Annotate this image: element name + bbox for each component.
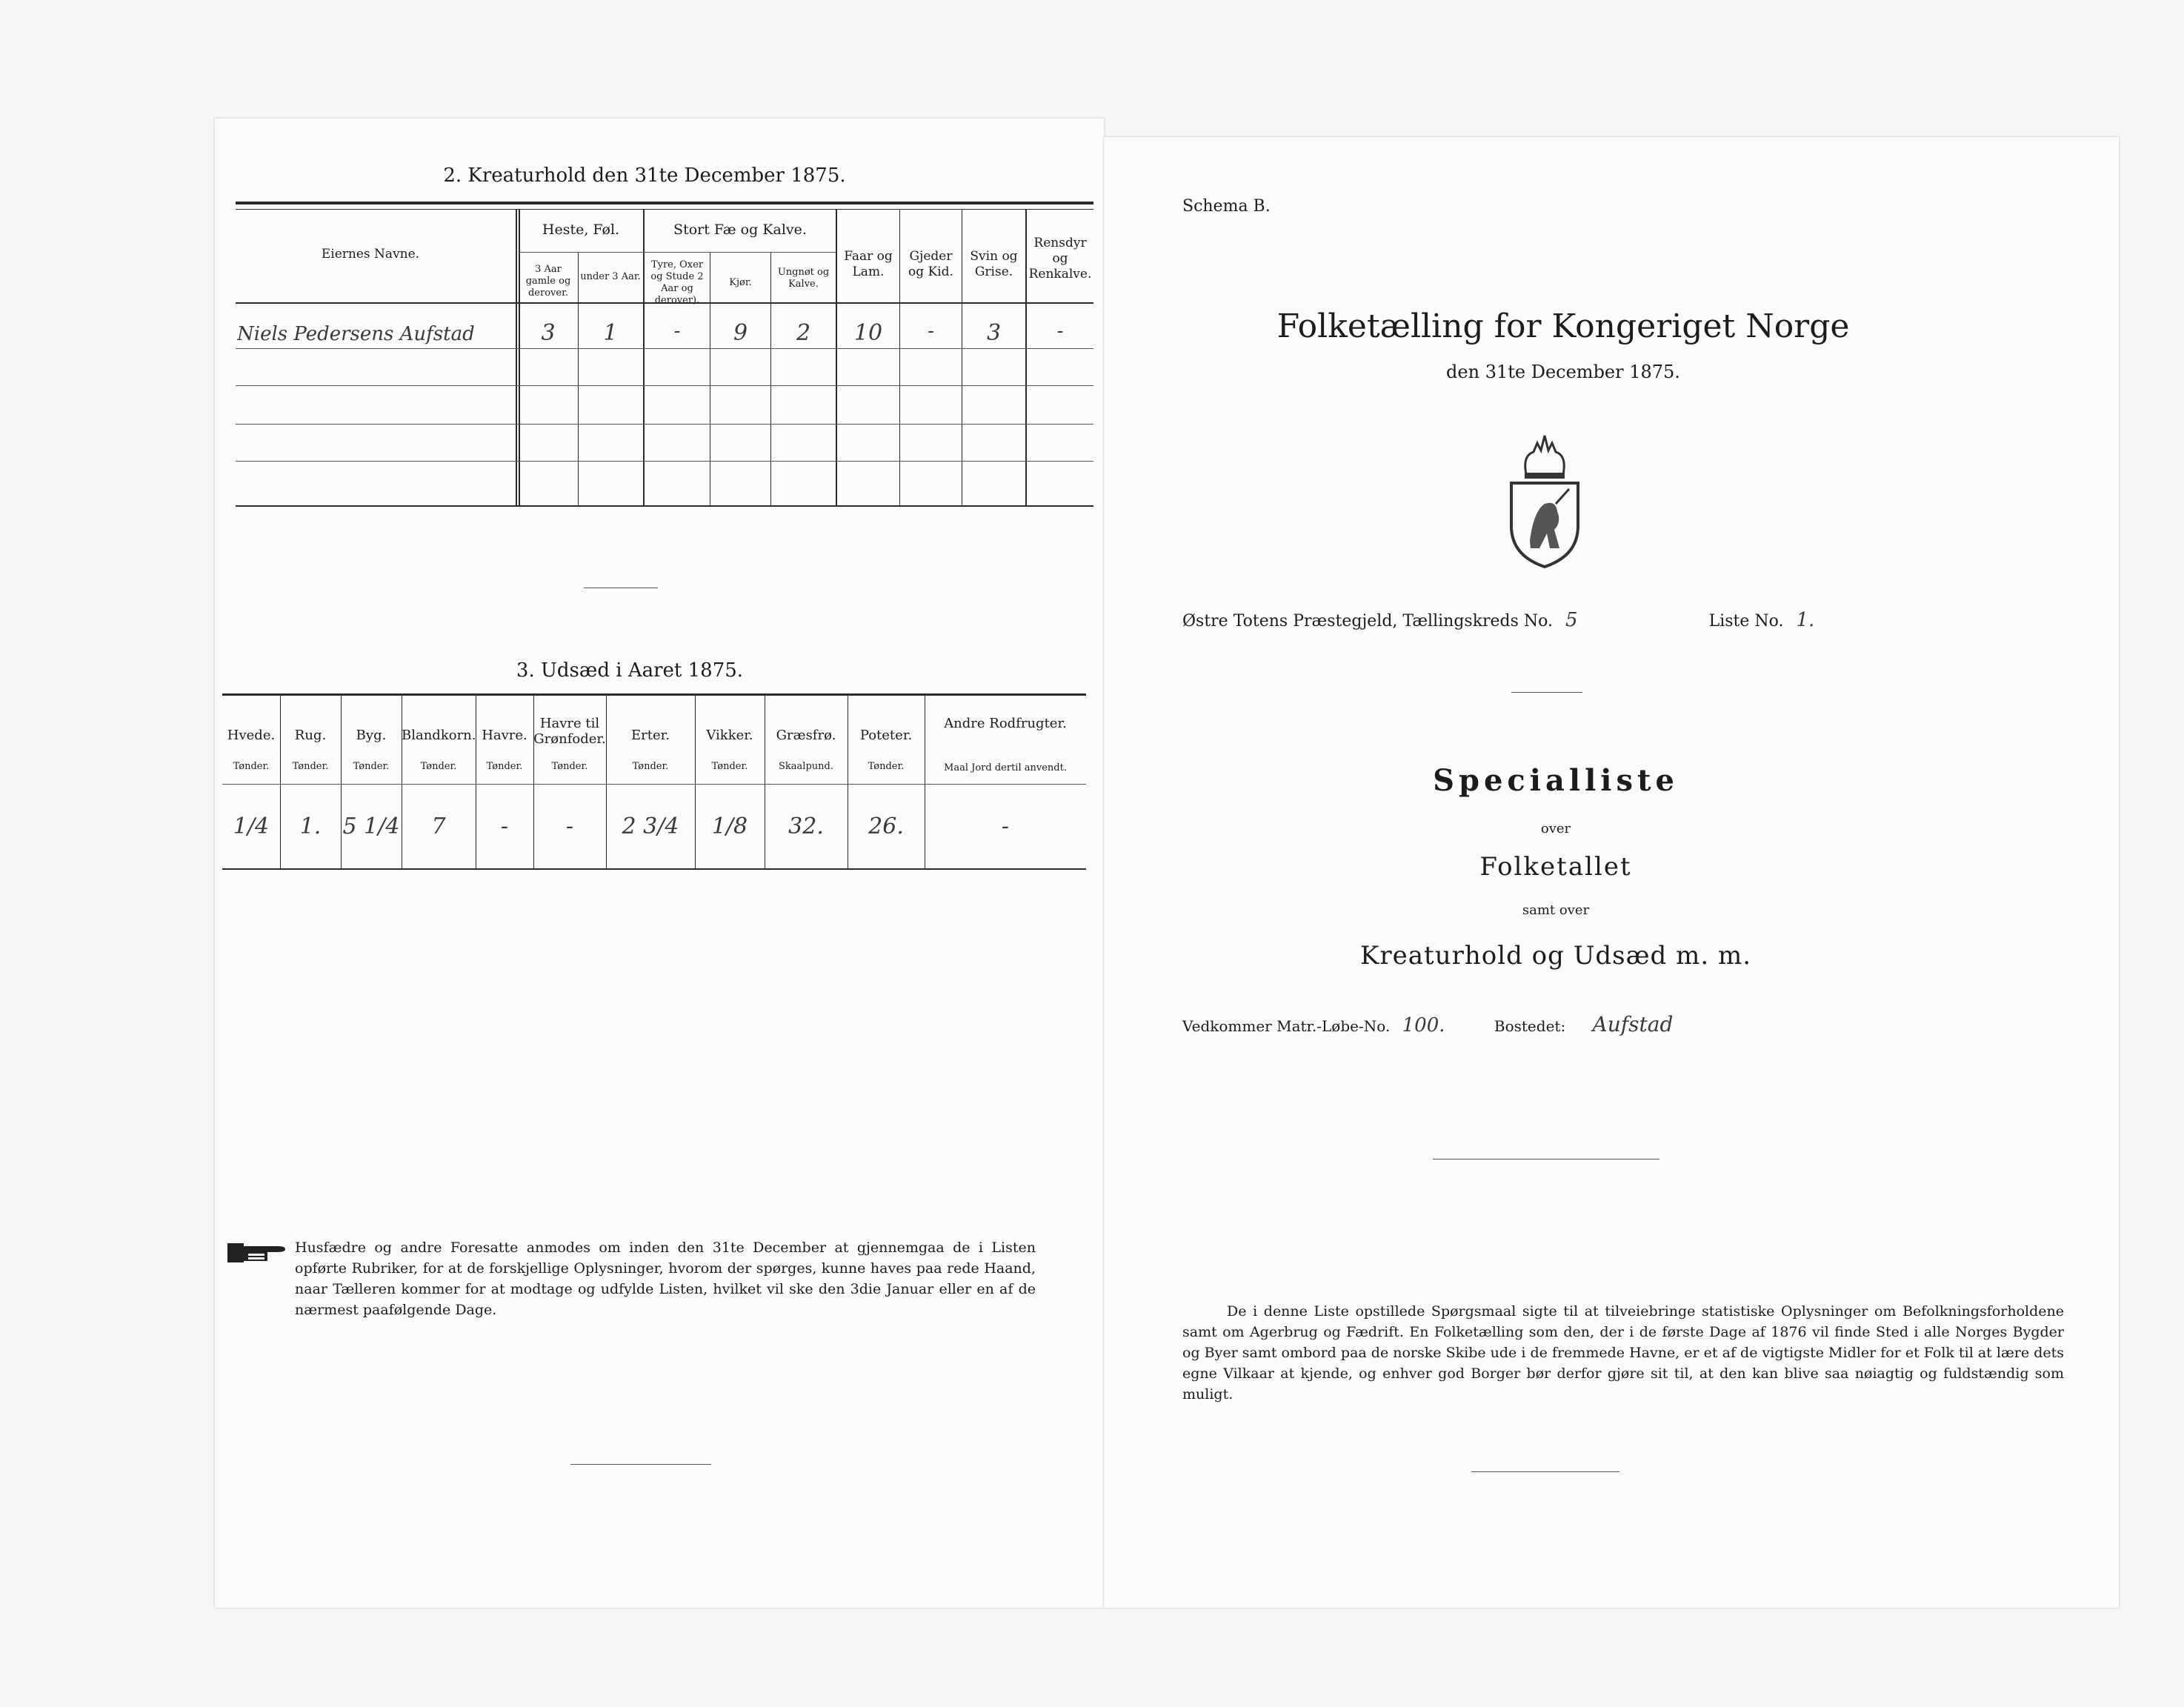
table3-value-cell: 26. (868, 813, 904, 839)
samt-over-text: samt over (1522, 902, 1590, 918)
table2-bottom-rule (236, 505, 1093, 507)
table2-top-rule (236, 202, 1093, 204)
divider (570, 1464, 711, 1465)
table3-value-cell: 1/4 (233, 813, 270, 839)
table3-col-divider (341, 696, 342, 868)
group-heste: Heste, Føl. (542, 222, 620, 238)
divider (1511, 692, 1582, 693)
cell-tyre: - (673, 320, 681, 342)
table3-col-header: Vikker. (706, 728, 753, 743)
table3-value-cell: - (1001, 813, 1010, 839)
table3-col-header: Rug. (294, 728, 327, 743)
prestegjeld-line (1182, 609, 2071, 631)
table3-value-cell: - (500, 813, 509, 839)
table3-value-cell: - (565, 813, 574, 839)
group-stort-fae: Stort Fæ og Kalve. (673, 222, 807, 238)
cell-faar: 10 (853, 320, 883, 346)
table3-col-unit: Maal Jord dertil anvendt. (944, 762, 1067, 773)
table3-col-header: Havre til Grønfoder. (533, 716, 606, 747)
table3-col-divider (695, 696, 696, 868)
table3-col-unit: Tønder. (353, 761, 390, 772)
table3-value-cell: 32. (788, 813, 824, 839)
over-text: over (1540, 821, 1571, 836)
table3-col-unit: Skaalpund. (779, 761, 833, 772)
table3-col-header: Poteter. (859, 728, 913, 743)
col-owner-name: Eiernes Navne. (321, 247, 420, 262)
col-ungnot: Ungnøt og Kalve. (777, 267, 830, 290)
table3-top-rule (222, 693, 1086, 696)
table3-value-cell: 2 3/4 (622, 813, 679, 839)
table3-col-header: Havre. (482, 728, 527, 743)
col-rensdyr: Rensdyr og Renkalve. (1028, 236, 1092, 282)
liste-label: Liste No. (1708, 612, 1784, 630)
census-title: Folketælling for Kongeriget Norge (1276, 307, 1850, 345)
cell-rensdyr: - (1056, 320, 1064, 342)
col-kjor: Kjør. (729, 277, 752, 288)
schema-label: Schema B. (1182, 197, 1271, 216)
matr-line (1182, 1012, 2071, 1036)
table3-value-cell: 7 (431, 813, 446, 839)
prestegjeld-label: Østre Totens Præstegjeld, Tællingskreds No. (1182, 612, 1554, 630)
table3-col-header: Erter. (631, 728, 670, 743)
col-gjeder: Gjeder og Kid. (908, 249, 953, 279)
table3-col-unit: Tønder. (632, 761, 669, 772)
coat-of-arms-icon (1504, 430, 1585, 570)
specialliste-heading: Specialliste (1433, 763, 1679, 798)
folketallet-heading: Folketallet (1479, 852, 1632, 882)
table3-col-unit: Tønder. (486, 761, 523, 772)
kreaturhold-heading: Kreaturhold og Udsæd m. m. (1359, 941, 1751, 971)
table3-col-divider (606, 696, 607, 868)
table3-col-header: Blandkorn. (402, 728, 476, 743)
table3-bottom-rule (222, 868, 1086, 870)
table3-col-unit: Tønder. (233, 761, 270, 772)
pointing-hand-icon (226, 1239, 290, 1265)
cell-svin: 3 (986, 320, 1002, 346)
matr-label: Vedkommer Matr.-Løbe-No. (1182, 1017, 1391, 1035)
section3-title: 3. Udsæd i Aaret 1875. (516, 659, 744, 682)
matr-no: 100. (1402, 1014, 1445, 1036)
col-faar: Faar og Lam. (844, 249, 893, 279)
owner-name-entry: Niels Pedersens Aufstad (237, 323, 475, 345)
table3-col-header: Byg. (356, 728, 387, 743)
section2-title: 2. Kreaturhold den 31te December 1875. (443, 164, 846, 187)
kreds-no: 5 (1565, 609, 1578, 631)
table3-col-divider (280, 696, 281, 868)
table3-col-header: Hvede. (227, 728, 276, 743)
cell-heste-3aar: 3 (541, 320, 556, 346)
table3-value-cell: 1/8 (711, 813, 748, 839)
cell-kjor: 9 (733, 320, 748, 346)
table3-col-unit: Tønder. (711, 761, 748, 772)
table3-col-unit: Tønder. (292, 761, 329, 772)
cell-gjeder: - (928, 320, 934, 342)
census-date: den 31te December 1875. (1446, 362, 1680, 382)
table3-value-cell: 1. (299, 813, 322, 839)
notice-paragraph: Husfædre og andre Foresatte anmodes om inden den 31te December at gjennemgaa de i Listen opførte Rubriker, for at de forskjellige Oplysninger, hvorom der spørges, kunne haves paa rede Haand, naar Tælleren kommer for at modtage og udfylde Listen, hvilket vil ske den 3die Januar eller en af de nærmest paafølgende Dage. (295, 1240, 1036, 1318)
col-heste-under3: under 3 Aar. (580, 271, 641, 282)
table3-col-unit: Tønder. (420, 761, 457, 772)
col-svin: Svin og Grise. (970, 249, 1018, 279)
cell-ungnot: 2 (796, 320, 811, 346)
cell-heste-under3: 1 (603, 320, 618, 346)
table3-col-unit: Tønder. (551, 761, 588, 772)
info-paragraph: De i denne Liste opstillede Spørgsmaal sigte til at tilveiebringe statistiske Oplysninger om Befolkningsforholdene samt om Agerbrug og Fædrift. En Folketælling som den, der i de første Dage af 1876 vil finde Sted i alle Norges Bygder og Byer samt ombord paa de norske Skibe ude i de fremmede Havne, er et af de vigtigste Midler for et Folk til at lære dets egne Vilkaar at kjende, og enhver god Borger bør derfor gjøre sit til, at den kan blive saa nøiagtig og fuldstændig som muligt. (1182, 1303, 2064, 1402)
table3-col-header: Andre Rodfrugter. (944, 716, 1067, 731)
table3-value-cell: 5 1/4 (342, 813, 400, 839)
bostedet-label: Bostedet: (1494, 1017, 1566, 1035)
bostedet-value: Aufstad (1592, 1012, 1674, 1036)
col-tyre: Tyre, Oxer og Stude 2 Aar og derover). (650, 259, 704, 306)
divider (1471, 1471, 1619, 1472)
table3-col-unit: Tønder. (868, 761, 905, 772)
table3-col-header: Græsfrø. (776, 728, 836, 743)
col-heste-3aar: 3 Aar gamle og derover. (525, 264, 571, 299)
liste-no: 1. (1796, 609, 1815, 631)
